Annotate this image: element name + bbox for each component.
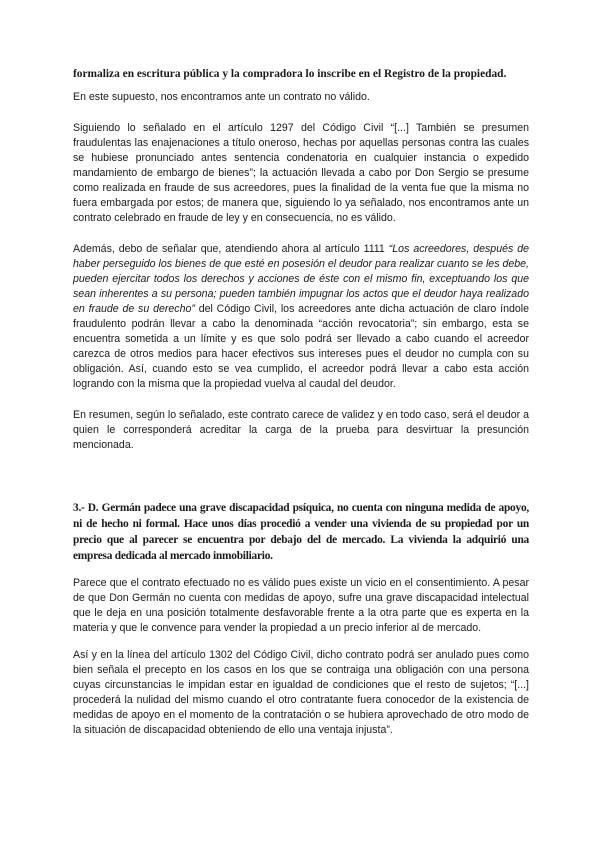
paragraph-consent-defect: Parece que el contrato efectuado no es válido pues existe un vicio en el consentimiento. A pesar de que Don Germán no cuenta con medidas de apoyo, sufre una grave discapacidad intelectual que le deja en una posición totalmente desfavorable frente a la otra parte que es experta en la materia y que le convence para vender la propiedad a un precio inferior al de mercado. xyxy=(73,577,529,634)
article-1111-quote: “Los acreedores, después de haber perseguido los bienes de que esté en posesión el deudor para realizar cuanto se les debe, pueden ejercitar todos los derechos y acciones de éste con el mismo fin, exceptuando los que sean inherentes a su persona; pueden también impugnar los actos que el deudor haya realizado en fraude de su derecho” xyxy=(73,243,530,315)
paragraph-conclusion: En este supuesto, nos encontramos ante un contrato no válido. xyxy=(73,91,370,103)
paragraph-article-1111-start: Además, debo de señalar que, atendiendo ahora al artículo 1111 xyxy=(73,243,389,255)
paragraph-summary: En resumen, según lo señalado, este contrato carece de validez y en todo caso, será el deudor a quien le corresponderá acreditar la carga de la prueba para desvirtuar la presunción mencionada. xyxy=(73,409,529,451)
document-page xyxy=(73,66,529,738)
case-3-heading: 3.- D. Germán padece una grave discapacidad psíquica, no cuenta con ninguna medida de apoyo, ni de hecho ni formal. Hace unos días procedió a vender una vivienda de su propiedad por un precio que al parecer se encuentra por debajo del de mercado. La vivienda la adquirió una empresa dedicada al mercado inmobiliario. xyxy=(73,502,529,562)
section-heading-continued: formaliza en escritura pública y la compradora lo inscribe en el Registro de la propiedad. xyxy=(73,68,507,80)
paragraph-article-1111-end: del Código Civil, los acreedores ante dicha actuación de claro índole fraudulento podrán llevar a cabo la denominada “acción revocatoria”; sin embargo, esta se encuentra sometida a un límite y es que solo podrá ser llevado a cabo cuando el acreedor carezca de otros medios para hacer efectivos sus intereses pues el deudor no cumpla con su obligación. Así, cuando esto se vea cumplido, el acreedor podrá llevar a cabo esta acción logrando con la misma que la propiedad vuelva al caudal del deudor. xyxy=(73,303,529,390)
paragraph-article-1302: Así y en la línea del artículo 1302 del Código Civil, dicho contrato podrá ser anulado pues como bien señala el precepto en los casos en los que se contraiga una obligación con una persona cuyas circunstancias le impidan estar en igualdad de condiciones que el resto de sujetos; “[...] procederá la nulidad del mismo cuando el otro contratante fuera conocedor de la existencia de medidas de apoyo en el momento de la contratación o se hubiera aprovechado de otro modo de la situación de discapacidad obteniendo de ello una ventaja injusta”. xyxy=(73,649,529,736)
paragraph-article-1297: Siguiendo lo señalado en el artículo 1297 del Código Civil “[...] También se presumen fraudulentas las enajenaciones a título oneroso, hechas por aquellas personas contra las cuales se hubiese pronunciado antes sentencia condenatoria en cualquier instancia o expedido mandamiento de embargo de bienes”; la actuación llevada a cabo por Don Sergio se presume como realizada en fraude de sus acreedores, pues la finalidad de la venta fue que la misma no fuera embargada por estos; de manera que, siguiendo lo ya señalado, nos encontramos ante un contrato celebrado en fraude de ley y en consecuencia, no es válido. xyxy=(73,122,529,224)
paragraph-article-1111 xyxy=(73,242,529,392)
